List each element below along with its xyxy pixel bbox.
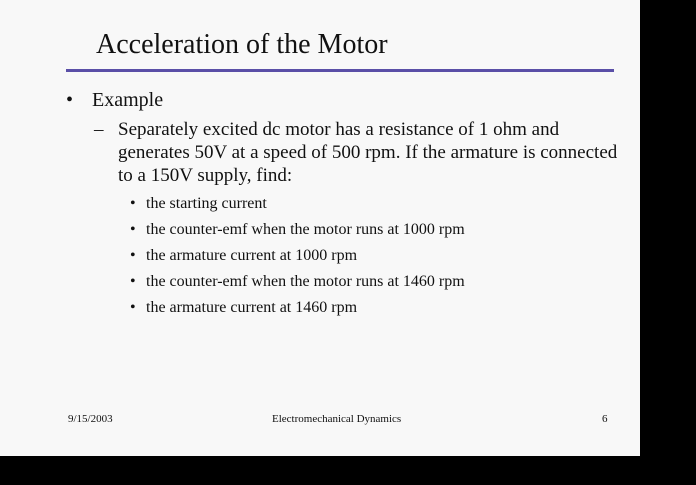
question-item xyxy=(130,217,465,243)
bullet-icon: • xyxy=(130,221,136,238)
question-item xyxy=(130,243,465,269)
footer-date: 9/15/2003 xyxy=(68,413,113,425)
example-bullet xyxy=(66,88,163,112)
question-text: the counter-emf when the motor runs at 1000 rpm xyxy=(146,221,465,238)
question-text: the starting current xyxy=(146,195,267,212)
footer-title: Electromechanical Dynamics xyxy=(272,413,402,425)
problem-text: Separately excited dc motor has a resistance of 1 ohm and generates 50V at a speed of 500 rpm. If the armature is connected to a 150V supply, find: xyxy=(118,119,618,186)
title-underline-rule xyxy=(66,69,614,72)
bullet-icon: • xyxy=(130,273,136,290)
bullet-icon: • xyxy=(130,247,136,264)
slide-title: Acceleration of the Motor xyxy=(96,29,388,60)
question-item xyxy=(130,191,465,217)
bullet-icon: • xyxy=(130,195,136,212)
dash-bullet-icon: – xyxy=(94,119,104,140)
question-text: the counter-emf when the motor runs at 1460 rpm xyxy=(146,273,465,290)
example-label: Example xyxy=(92,89,164,111)
question-item xyxy=(130,295,465,321)
bullet-icon: • xyxy=(66,89,74,111)
question-text: the armature current at 1460 rpm xyxy=(146,299,358,316)
question-list xyxy=(130,191,465,321)
bullet-icon: • xyxy=(130,299,136,316)
question-item xyxy=(130,269,465,295)
question-text: the armature current at 1000 rpm xyxy=(146,247,358,264)
slide-number: 6 xyxy=(602,413,608,425)
